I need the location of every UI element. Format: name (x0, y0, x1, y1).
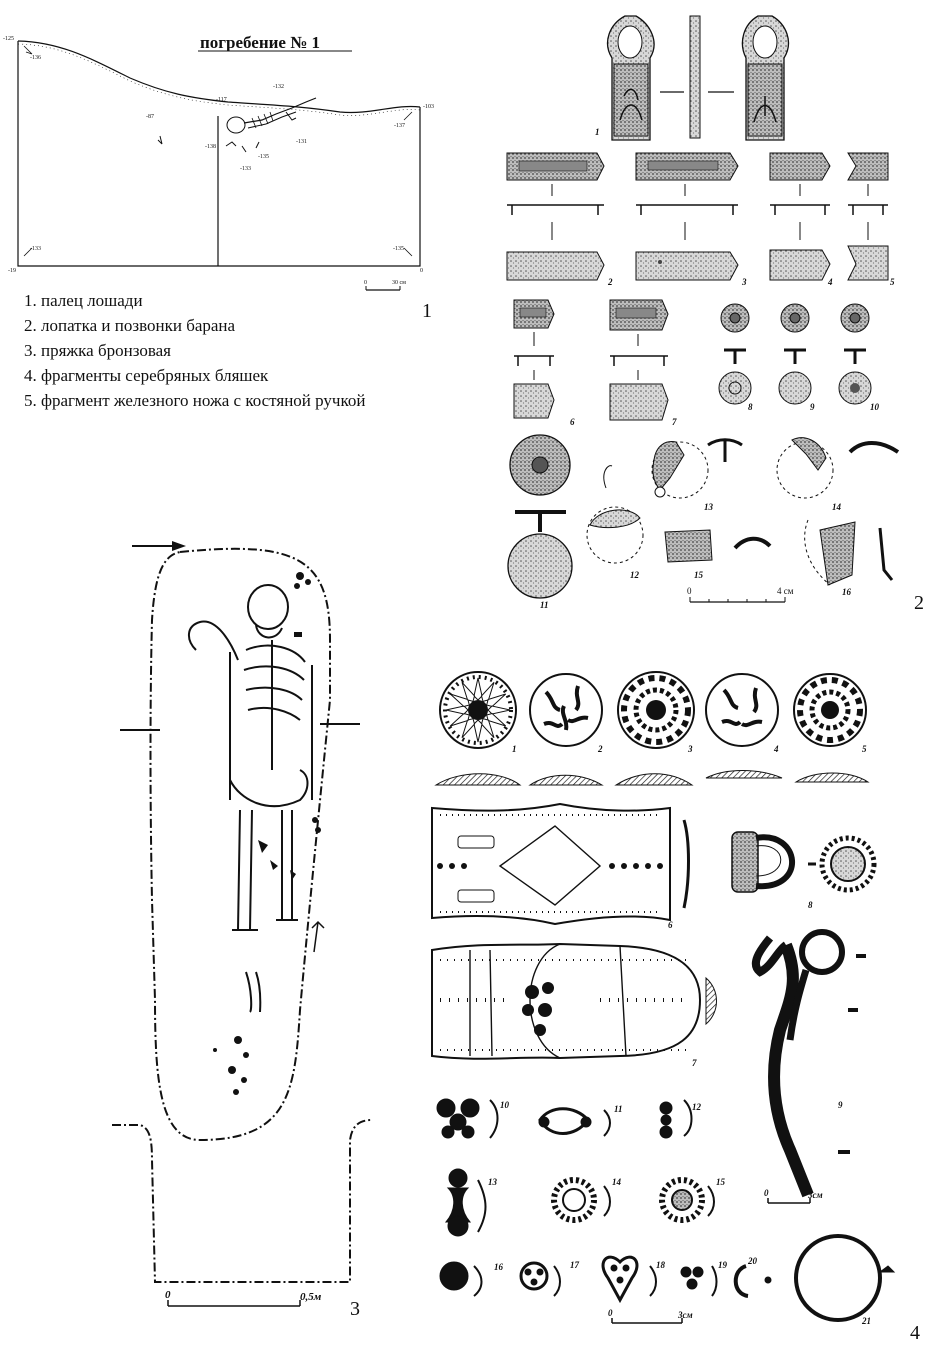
svg-text:5: 5 (890, 277, 895, 287)
panel3-scale-bar (165, 1289, 322, 1306)
svg-text:-138: -138 (205, 144, 216, 150)
panel2-scale-bar (687, 586, 794, 602)
svg-text:13: 13 (488, 1177, 497, 1187)
svg-text:9: 9 (838, 1100, 843, 1110)
svg-text:14: 14 (612, 1177, 621, 1187)
svg-text:-103: -103 (423, 104, 434, 110)
svg-text:0: 0 (687, 586, 692, 596)
svg-text:3см: 3см (808, 1190, 823, 1200)
svg-text:4: 4 (774, 744, 779, 754)
panel1-legend (24, 288, 365, 413)
panel4-bottom-scale-bar (608, 1308, 693, 1323)
panel2-finds-plate (507, 16, 898, 610)
svg-text:9: 9 (810, 402, 815, 412)
svg-text:8: 8 (748, 402, 753, 412)
svg-text:21: 21 (862, 1316, 871, 1326)
svg-text:14: 14 (832, 502, 841, 512)
svg-text:30 см: 30 см (392, 280, 406, 286)
panel1-number: 1 (422, 300, 432, 322)
disc-ornament-icon (508, 435, 572, 598)
small-plaques (514, 300, 668, 420)
svg-text:5: 5 (862, 744, 867, 754)
pendants-row-1 (437, 1099, 692, 1138)
svg-text:11: 11 (614, 1104, 623, 1114)
svg-text:3см: 3см (678, 1310, 693, 1320)
svg-text:6: 6 (668, 920, 673, 930)
svg-text:18: 18 (656, 1260, 665, 1270)
belt-plaques-row (507, 153, 888, 280)
panel4-number: 4 (910, 1322, 920, 1344)
svg-text:2: 2 (598, 744, 603, 754)
panel1-section-drawing (3, 33, 434, 290)
panel3-grave-plan (112, 541, 372, 1306)
svg-text:-136: -136 (30, 55, 41, 61)
svg-text:3: 3 (688, 744, 693, 754)
svg-text:4: 4 (828, 277, 833, 287)
svg-text:-117: -117 (216, 97, 227, 103)
svg-text:15: 15 (716, 1177, 725, 1187)
panel2-number: 2 (914, 592, 924, 614)
svg-text:6: 6 (570, 417, 575, 427)
fragment-12 (587, 466, 643, 563)
svg-text:7: 7 (692, 1058, 697, 1068)
knife-handle-icon (756, 932, 866, 1195)
skeleton-icon (189, 585, 312, 1012)
svg-text:1: 1 (595, 127, 600, 137)
belt-plate-6 (432, 804, 689, 924)
studs-row (719, 304, 871, 404)
svg-text:17: 17 (570, 1260, 579, 1270)
svg-text:-137: -137 (394, 123, 405, 129)
panel1-title: погребение № 1 (200, 33, 321, 52)
legend-item-4: 4. фрагменты серебряных бляшек (24, 366, 269, 385)
svg-text:8: 8 (808, 900, 813, 910)
finger-ring-icon (732, 832, 874, 892)
svg-text:-135: -135 (258, 154, 269, 160)
belt-plate-7 (432, 944, 717, 1059)
svg-text:-125: -125 (3, 36, 14, 42)
svg-text:20: 20 (748, 1256, 757, 1266)
legend-item-1: 1. палец лошади (24, 291, 143, 310)
svg-text:-19: -19 (8, 268, 16, 274)
svg-text:0: 0 (165, 1289, 171, 1301)
svg-text:-87: -87 (146, 114, 154, 120)
svg-text:12: 12 (692, 1102, 701, 1112)
svg-text:0: 0 (764, 1188, 769, 1198)
svg-text:13: 13 (704, 502, 713, 512)
panel3-number: 3 (350, 1298, 360, 1320)
svg-text:19: 19 (718, 1260, 727, 1270)
svg-text:-135: -135 (393, 246, 404, 252)
panel4-ornaments-plate (432, 672, 894, 1326)
pendants-row-2 (446, 1169, 714, 1236)
svg-text:12: 12 (630, 570, 639, 580)
svg-text:4 см: 4 см (777, 586, 794, 596)
svg-text:16: 16 (494, 1262, 503, 1272)
legend-item-2: 2. лопатка и позвонки барана (24, 316, 236, 335)
svg-text:3: 3 (742, 277, 747, 287)
svg-text:0: 0 (420, 268, 423, 274)
svg-text:15: 15 (694, 570, 703, 580)
rosette-row (436, 672, 868, 785)
svg-text:11: 11 (540, 600, 549, 610)
svg-text:0: 0 (364, 280, 367, 286)
svg-text:10: 10 (870, 402, 879, 412)
buckle-icon (608, 16, 789, 140)
pendants-row-3 (440, 1236, 894, 1320)
svg-text:-132: -132 (273, 84, 284, 90)
panel1-scale-bar (364, 280, 406, 290)
svg-text:-133: -133 (30, 246, 41, 252)
svg-text:-133: -133 (240, 166, 251, 172)
legend-item-3: 3. пряжка бронзовая (24, 341, 171, 360)
svg-text:16: 16 (842, 587, 851, 597)
svg-text:0: 0 (608, 1308, 613, 1318)
svg-text:10: 10 (500, 1100, 509, 1110)
panel4-knife-scale-bar (764, 1188, 823, 1203)
svg-text:-131: -131 (296, 139, 307, 145)
svg-text:2: 2 (608, 277, 613, 287)
svg-text:1: 1 (512, 744, 517, 754)
legend-item-5: 5. фрагмент железного ножа с костяной ручкой (24, 391, 366, 410)
svg-text:7: 7 (672, 417, 677, 427)
animal-bones-cluster (213, 572, 321, 1095)
svg-text:0,5м: 0,5м (300, 1291, 322, 1303)
ring-fragments (652, 438, 898, 498)
